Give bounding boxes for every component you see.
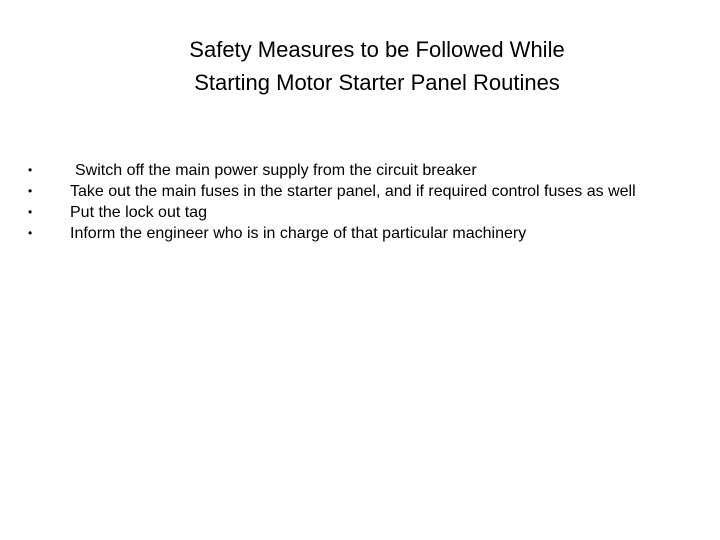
bullet-text: Inform the engineer who is in charge of that particular machinery <box>70 225 527 242</box>
bullet-item-1 <box>28 160 678 181</box>
bullet-icon: • <box>28 184 33 198</box>
slide-title-line-1: Safety Measures to be Followed While <box>189 37 565 62</box>
bullet-item-3 <box>28 202 678 223</box>
bullet-list <box>28 160 678 244</box>
bullet-text: Switch off the main power supply from the circuit breaker <box>75 162 477 179</box>
bullet-icon: • <box>28 226 33 240</box>
bullet-item-2 <box>28 181 678 202</box>
bullet-icon: • <box>28 163 33 177</box>
bullet-icon: • <box>28 205 33 219</box>
slide-title <box>90 33 664 99</box>
bullet-text: Put the lock out tag <box>70 204 207 221</box>
bullet-text: Take out the main fuses in the starter panel, and if required control fuses as well <box>70 183 636 200</box>
bullet-item-4 <box>28 223 678 244</box>
slide-title-line-2: Starting Motor Starter Panel Routines <box>194 70 560 95</box>
